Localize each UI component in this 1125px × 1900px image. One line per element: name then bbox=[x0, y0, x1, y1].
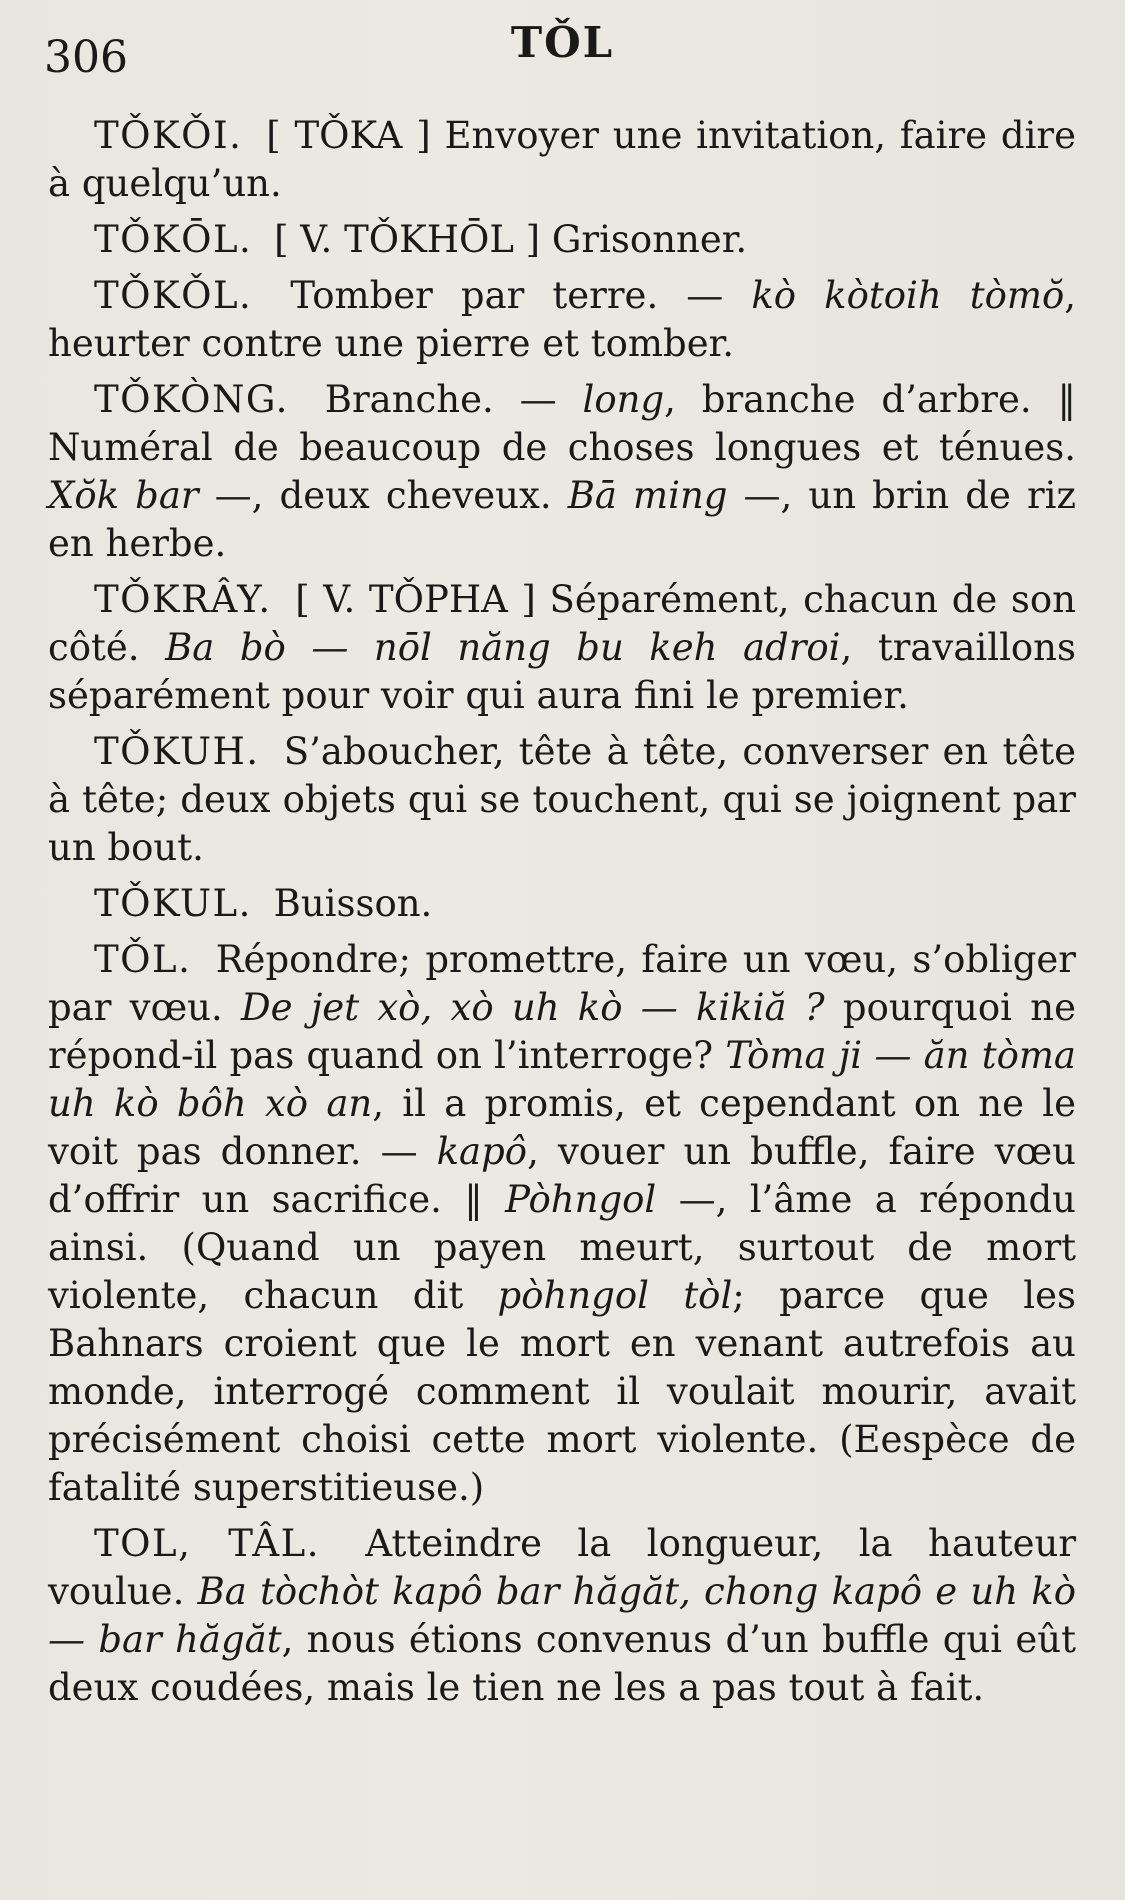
example: kò kòtoih tòmŏ bbox=[751, 274, 1065, 317]
definition: , nous étions convenus d’un buffle qui eût deux coudées, mais le tien ne les a pas tout à fait. bbox=[48, 1618, 1076, 1709]
definition: , heurter contre une pierre et tomber. bbox=[48, 274, 1076, 365]
entry-tol bbox=[48, 936, 1076, 1512]
definition: [ TǑKA ] Envoyer une invitation, faire dire à quelqu’un. bbox=[48, 114, 1076, 205]
definition: Atteindre la longueur, la hauteur voulue. bbox=[48, 1522, 1077, 1613]
definition: Buisson. bbox=[273, 882, 433, 925]
headword: TǑKǑI. bbox=[94, 114, 243, 157]
definition: Tomber par terre. — bbox=[290, 274, 752, 317]
example: long bbox=[582, 378, 665, 421]
definition: , vouer un buffle, faire vœu d’offrir un sacrifice. ‖ bbox=[48, 1130, 1076, 1221]
definition: pourquoi ne répond-il pas quand on l’interroge? bbox=[48, 986, 1076, 1077]
entry-tokoi bbox=[48, 112, 1076, 208]
headword: TǑKŌL. bbox=[94, 218, 253, 261]
headword: TǑKÒNG. bbox=[94, 378, 289, 421]
entry-tokuh bbox=[48, 728, 1076, 872]
example: kapô bbox=[436, 1130, 528, 1173]
entry-tokol-tomber bbox=[48, 272, 1076, 368]
definition: [ V. TǑKHŌL ] Grisonner. bbox=[274, 218, 748, 261]
entry-tokray bbox=[48, 576, 1076, 720]
definition: —, deux cheveux. bbox=[198, 474, 568, 517]
dictionary-body bbox=[48, 112, 1076, 1720]
page-number: 306 bbox=[44, 32, 128, 83]
headword: TǑKUL. bbox=[94, 882, 252, 925]
entry-tokong bbox=[48, 376, 1076, 568]
example: Ba bò — nōl năng bu keh adroi bbox=[165, 626, 841, 669]
example: pòhngol tòl bbox=[497, 1274, 733, 1317]
entry-tol-tal bbox=[48, 1520, 1076, 1712]
headword: TǑL. bbox=[94, 938, 192, 981]
example: Bā ming bbox=[567, 474, 728, 517]
headword: TǑKǑL. bbox=[94, 274, 253, 317]
definition: Répondre; promettre, faire un vœu, s’obliger par vœu. bbox=[48, 938, 1076, 1029]
definition: , branche d’arbre. ‖ Numéral de beaucoup de choses longues et ténues. bbox=[48, 378, 1076, 469]
definition: S’aboucher, tête à tête, converser en tête à tête; deux objets qui se touchent, qui se joignent par un bout. bbox=[48, 730, 1076, 869]
definition: , travaillons séparément pour voir qui aura fini le premier. bbox=[48, 626, 1076, 717]
definition: [ V. TǑPHA ] Séparément, chacun de son côté. bbox=[48, 578, 1076, 669]
definition: —, l’âme a répondu ainsi. (Quand un payen meurt, surtout de mort violente, chacun dit bbox=[48, 1178, 1076, 1317]
entry-tokol-grisonner bbox=[48, 216, 1076, 264]
definition: ; parce que les Bahnars croient que le mort en venant autrefois au monde, interrogé comment il voulait mourir, avait précisément choisi cette mort violente. (Eespèce de fatalité superstitieuse.) bbox=[48, 1274, 1076, 1509]
example: Pòhngol bbox=[505, 1178, 657, 1221]
definition: —, un brin de riz en herbe. bbox=[48, 474, 1076, 565]
running-head: TǑL bbox=[510, 18, 615, 67]
example: Tòma ji — ăn tòma uh kò bôh xò an bbox=[48, 1034, 1076, 1125]
example: De jet xò, xò uh kò — kikiă ? bbox=[241, 986, 825, 1029]
headword: TǑKUH. bbox=[94, 730, 260, 773]
example: Xŏk bar bbox=[48, 474, 199, 517]
headword: TOL, TÂL. bbox=[94, 1522, 320, 1565]
definition: Branche. — bbox=[324, 378, 583, 421]
definition: , il a promis, et cependant on ne le voit pas donner. — bbox=[48, 1082, 1076, 1173]
headword: TǑKRÂY. bbox=[94, 578, 272, 621]
entry-tokul bbox=[48, 880, 1076, 928]
example: Ba tòchòt kapô bar hăgăt, chong kapô e uh kò — bar hăgăt bbox=[48, 1570, 1076, 1661]
